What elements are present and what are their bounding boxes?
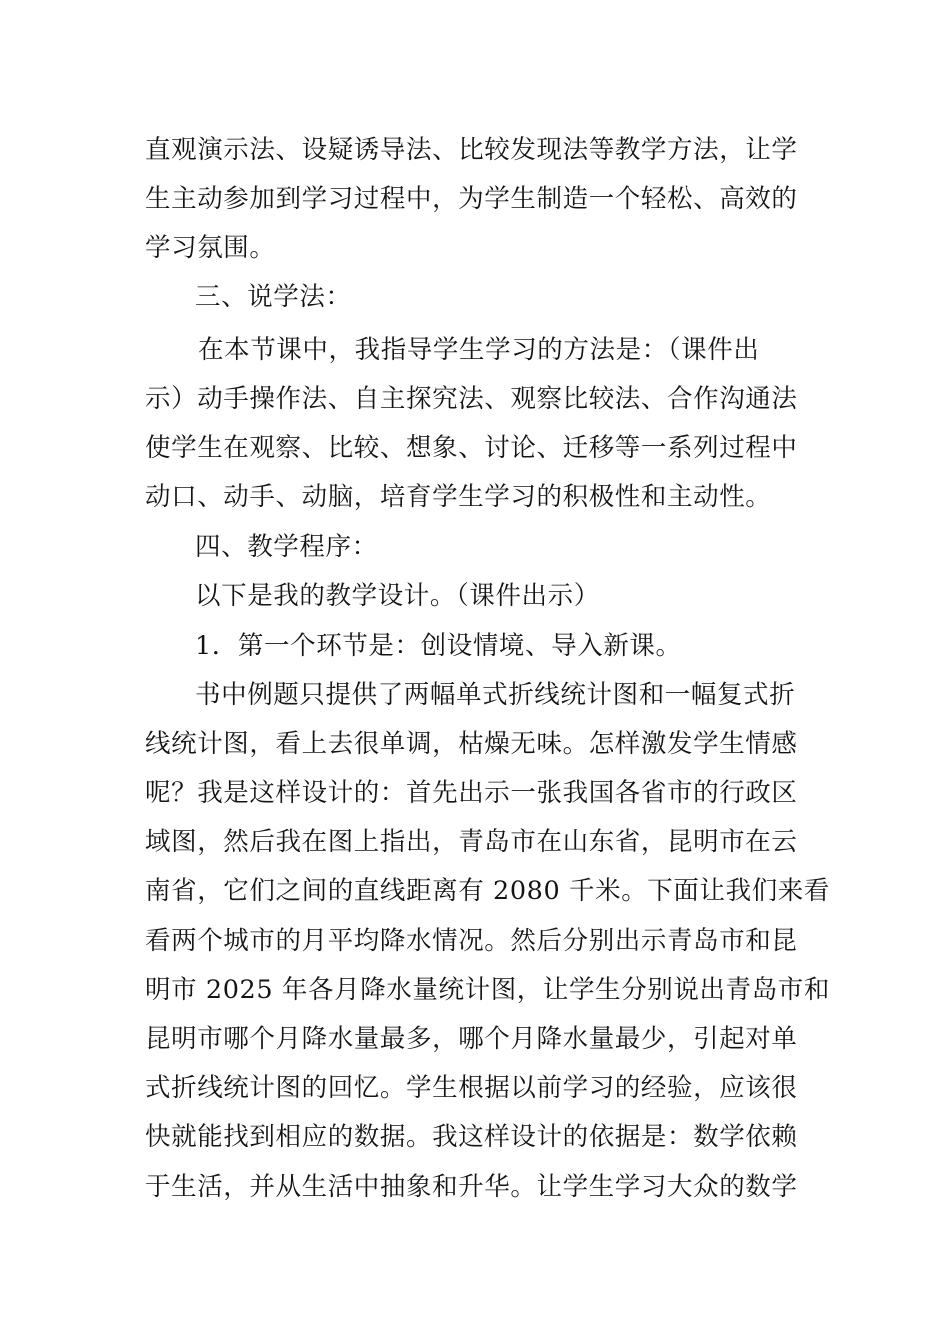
text-line: 直观演示法、设疑诱导法、比较发现法等教学方法，让学 (145, 135, 798, 165)
text-line: 于生活，并从生活中抽象和升华。让学生学习大众的数学 (145, 1172, 798, 1202)
text-line: 域图，然后我在图上指出，青岛市在山东省，昆明市在云 (145, 827, 798, 857)
text-line: 动口、动手、动脑，培育学生学习的积极性和主动性。 (145, 482, 772, 512)
section-heading: 四、教学程序： (195, 532, 378, 562)
text-line: 线统计图，看上去很单调，枯燥无味。怎样激发学生情感 (145, 729, 798, 759)
text-line: 看两个城市的月平均降水情况。然后分别出示青岛市和昆 (145, 926, 798, 956)
text-line: 示）动手操作法、自主探究法、观察比较法、合作沟通法 (145, 384, 798, 414)
text-line: 昆明市哪个月降水量最多，哪个月降水量最少，引起对单 (145, 1024, 798, 1054)
text-line: 书中例题只提供了两幅单式折线统计图和一幅复式折 (195, 680, 796, 710)
text-line: 式折线统计图的回忆。学生根据以前学习的经验，应该很 (145, 1073, 798, 1103)
text-line: 以下是我的教学设计。（课件出示） (195, 581, 600, 611)
text-line: 呢？我是这样设计的：首先出示一张我国各省市的行政区 (145, 778, 798, 808)
text-line: 快就能找到相应的数据。我这样设计的依据是：数学依赖 (145, 1122, 798, 1152)
section-heading: 三、说学法： (195, 282, 352, 312)
text-line: 学习氛围。 (145, 233, 276, 263)
text-line: 南省，它们之间的直线距离有 2080 千米。下面让我们来看 (145, 876, 831, 906)
text-line: 使学生在观察、比较、想象、讨论、迁移等一系列过程中 (145, 433, 798, 463)
text-line: 生主动参加到学习过程中，为学生制造一个轻松、高效的 (145, 184, 798, 214)
text-line: 在本节课中，我指导学生学习的方法是：（课件出 (198, 335, 760, 365)
text-line: 明市 2025 年各月降水量统计图，让学生分别说出青岛市和 (145, 975, 831, 1005)
step-heading: 1．第一个环节是：创设情境、导入新课。 (195, 631, 682, 661)
